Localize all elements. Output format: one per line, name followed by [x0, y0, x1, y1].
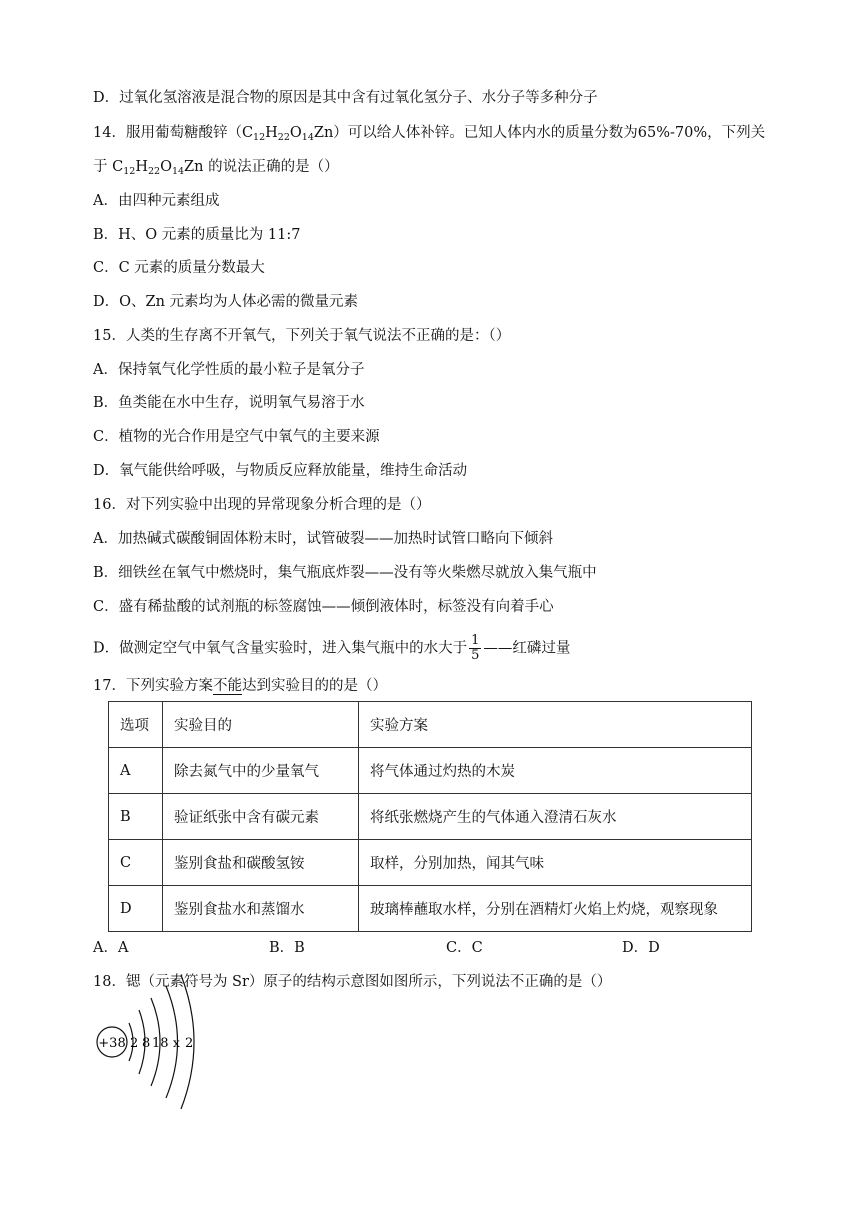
table-header-cell: 实验方案	[359, 702, 752, 748]
emphasis-not-able: 不能	[212, 678, 242, 694]
table-cell: 取样，分别加热，闻其气味	[359, 840, 752, 886]
question-14-stem-line1: 14．服用葡萄糖酸锌$(C_{12}H_{22}O_{14}Zn)$可以给人体补锌。已知人体内水的质量分数为65%-70%，下列关	[93, 125, 766, 143]
table-row	[109, 840, 752, 886]
question-16-stem: 16．对下列实验中出现的异常现象分析合理的是（）	[93, 497, 431, 513]
table-header-row	[109, 702, 752, 748]
strontium-atom-diagram	[88, 970, 208, 1112]
answer-option-b: B．B	[269, 940, 305, 956]
table-cell: 将纸张燃烧产生的气体通入澄清石灰水	[359, 794, 752, 840]
option-16-a: A．加热碱式碳酸铜固体粉末时，试管破裂——加热时试管口略向下倾斜	[93, 531, 553, 547]
option-15-a: A．保持氧气化学性质的最小粒子是氧分子	[93, 362, 365, 378]
shell-electron-count: x	[173, 1036, 180, 1050]
option-16-d: D．做测定空气中氧气含量实验时，进入集气瓶中的水大于 $\frac{1}{5}$ ——红磷过量	[93, 633, 571, 663]
answer-option-d: D．D	[622, 940, 660, 956]
question-15-stem: 15．人类的生存离不开氧气，下列关于氧气说法不正确的是：（）	[93, 328, 511, 344]
option-14-c: C．C 元素的质量分数最大	[93, 260, 265, 276]
shell-electron-count: 2	[185, 1036, 194, 1051]
table-cell: A	[109, 748, 163, 794]
table-cell: 鉴别食盐水和蒸馏水	[163, 886, 359, 932]
table-header-cell: 选项	[109, 702, 163, 748]
table-cell: 除去氮气中的少量氧气	[163, 748, 359, 794]
option-14-d: D．O、Zn 元素均为人体必需的微量元素	[93, 294, 359, 310]
fraction-one-fifth: $\frac{1}{5}$	[471, 633, 480, 663]
table-cell: 玻璃棒蘸取水样，分别在酒精灯火焰上灼烧，观察现象	[359, 886, 752, 932]
table-cell: 鉴别食盐和碳酸氢铵	[163, 840, 359, 886]
table-row	[109, 794, 752, 840]
shell-electron-count: 2	[130, 1036, 139, 1051]
option-15-b: B．鱼类能在水中生存，说明氧气易溶于水	[93, 395, 365, 411]
table-cell: 验证纸张中含有碳元素	[163, 794, 359, 840]
experiment-table	[108, 701, 752, 932]
table-row	[109, 748, 752, 794]
shell-electron-count: 8	[142, 1036, 151, 1051]
answer-option-a: A．A	[93, 940, 129, 956]
option-13-d: D．过氧化氢溶液是混合物的原因是其中含有过氧化氢分子、水分子等多种分子	[93, 90, 598, 106]
nucleus-charge: +38	[98, 1036, 126, 1051]
option-14-a: A．由四种元素组成	[93, 193, 220, 209]
question-17-stem: 17．下列实验方案不能达到实验目的的是（）	[93, 678, 387, 694]
option-14-b: B．H、O 元素的质量比为 11:7	[93, 227, 301, 243]
answer-option-c: C．C	[446, 940, 483, 956]
question-18-stem: 18．锶（元素符号为 Sr）原子的结构示意图如图所示，下列说法不正确的是（）	[93, 974, 612, 990]
shell-electron-count: 18	[152, 1036, 169, 1051]
table-header-cell: 实验目的	[163, 702, 359, 748]
table-cell: B	[109, 794, 163, 840]
table-cell: 将气体通过灼热的木炭	[359, 748, 752, 794]
table-row	[109, 886, 752, 932]
table-cell: D	[109, 886, 163, 932]
option-16-c: C．盛有稀盐酸的试剂瓶的标签腐蚀——倾倒液体时，标签没有向着手心	[93, 599, 554, 615]
option-15-d: D．氧气能供给呼吸，与物质反应释放能量，维持生命活动	[93, 463, 468, 479]
option-16-b: B．细铁丝在氧气中燃烧时，集气瓶底炸裂——没有等火柴燃尽就放入集气瓶中	[93, 565, 597, 581]
question-14-stem-line2: 于 $C_{12}H_{22}O_{14}Zn$ 的说法正确的是（）	[93, 159, 339, 177]
table-cell: C	[109, 840, 163, 886]
option-15-c: C．植物的光合作用是空气中氧气的主要来源	[93, 429, 380, 445]
